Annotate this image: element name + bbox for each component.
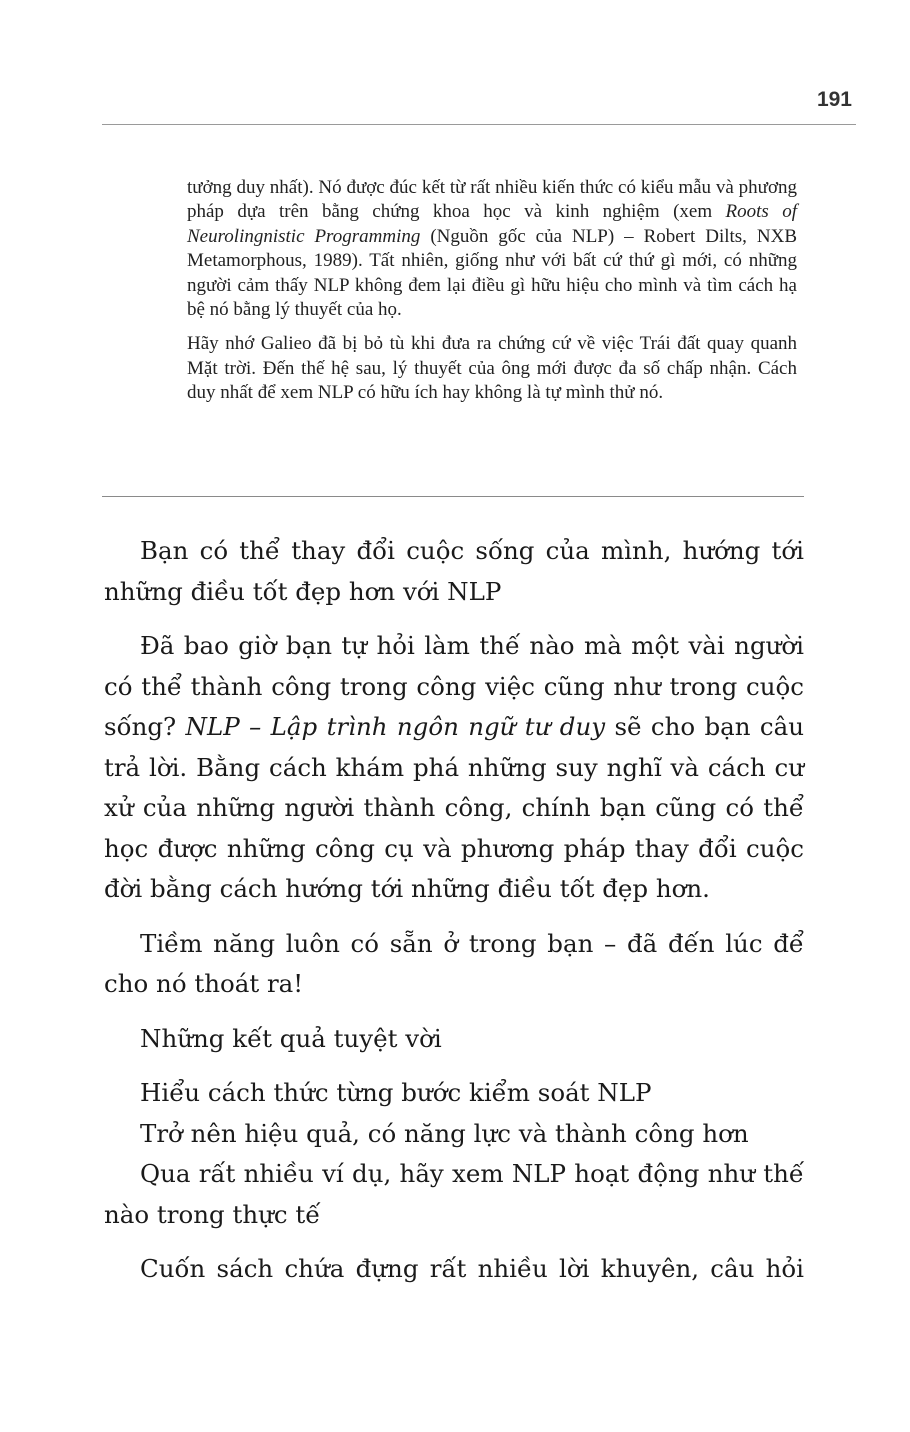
- result-item: Qua rất nhiều ví dụ, hãy xem NLP hoạt động như thế nào trong thực tế: [104, 1159, 804, 1229]
- closing-paragraph: Cuốn sách chứa đựng rất nhiều lời khuyên, câu hỏi: [140, 1254, 804, 1283]
- potential-paragraph: Tiềm năng luôn có sẵn ở trong bạn – đã đến lúc để cho nó thoát ra!: [104, 928, 804, 998]
- book-title-italic: Roots of Neurolingnistic Programming: [187, 201, 797, 247]
- box-paragraph-1: [187, 176, 797, 322]
- question-text-end: sẽ cho bạn câu trả lời. Bằng cách khám phá những suy nghĩ và cách cư xử của những người thành công, chính bạn cũng có thể học được những công cụ và phương pháp thay đổi cuộc đời bằng cách hướng tới những điều tốt đẹp hơn.: [104, 712, 804, 903]
- question-paragraph: [104, 626, 804, 910]
- result-item: Trở nên hiệu quả, có năng lực và thành công hơn: [140, 1118, 749, 1148]
- intro-paragraph: Bạn có thể thay đổi cuộc sống của mình, hướng tới những điều tốt đẹp hơn với NLP: [104, 536, 804, 606]
- header-divider: [102, 124, 856, 125]
- result-item: Hiểu cách thức từng bước kiểm soát NLP: [140, 1078, 652, 1107]
- box-paragraph-1-text-end: (Nguồn gốc của NLP) – Robert Dilts, NXB Metamorphous, 1989). Tất nhiên, giống như với bất cứ thứ gì mới, có những người cảm thấy NLP không đem lại điều gì hữu hiệu cho mình và tìm cách hạ bệ nó bằng lý thuyết của họ.: [187, 225, 797, 321]
- page-number: 191: [816, 88, 852, 111]
- main-body: [104, 531, 804, 1290]
- results-heading: Những kết quả tuyệt vời: [140, 1023, 442, 1053]
- box-paragraph-2: Hãy nhớ Galieo đã bị bỏ tù khi đưa ra chứng cứ về việc Trái đất quay quanh Mặt trời. Đến thế hệ sau, lý thuyết của ông mới được đa số chấp nhận. Cách duy nhất để xem NLP có hữu ích hay không là tự mình thử nó.: [187, 333, 797, 404]
- sidebar-box: [187, 176, 797, 416]
- question-text: Đã bao giờ bạn tự hỏi làm thế nào mà một vài người có thể thành công trong công việc cũng như trong cuộc sống?: [104, 631, 804, 741]
- book-name-italic: NLP – Lập trình ngôn ngữ tư duy: [185, 712, 606, 741]
- box-bottom-divider: [102, 496, 804, 497]
- box-paragraph-1-text: tưởng duy nhất). Nó được đúc kết từ rất nhiều kiến thức có kiểu mẫu và phương pháp dựa trên bằng chứng khoa học và kinh nghiệm (xem: [187, 177, 797, 223]
